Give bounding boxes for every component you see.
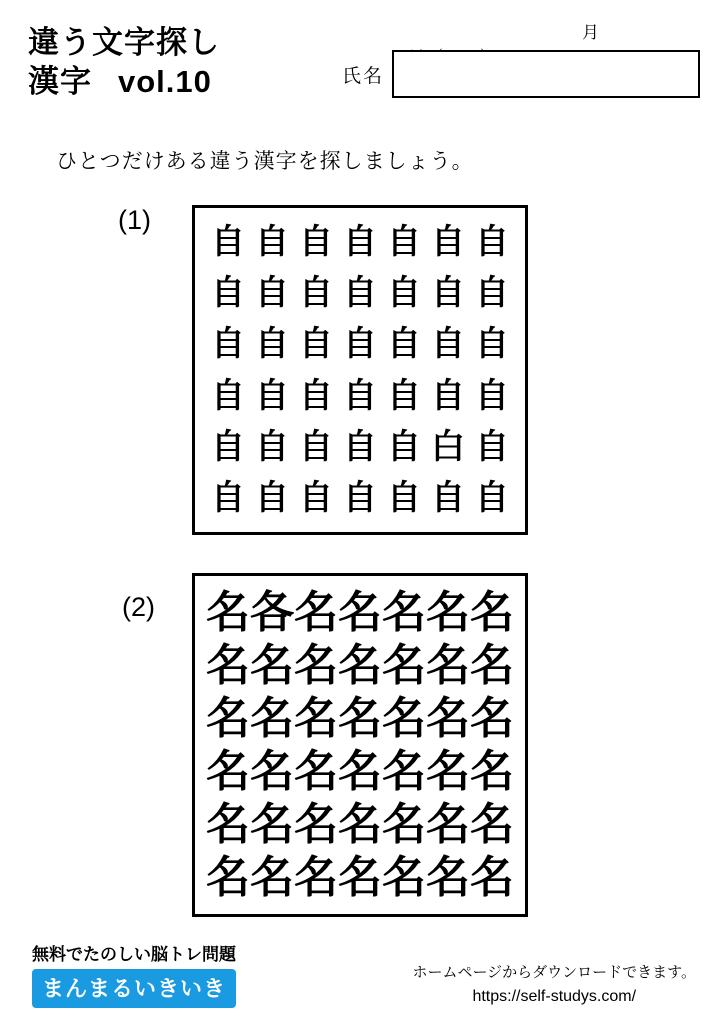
grid-cell: 名 [470,586,514,638]
grid-cell: 名 [470,745,514,797]
instruction-text: ひとつだけある違う漢字を探しましょう。 [56,150,474,173]
grid-cell: 名 [250,798,294,850]
date-month-label: 月 [582,23,600,42]
grid-cell: 名 [338,692,382,744]
page-subtitle: 漢字 [28,63,92,99]
grid-cell: 自 [431,272,465,313]
name-input[interactable] [392,50,700,98]
grid-cell: 自 [431,324,465,365]
grid-cell: 名 [426,639,470,691]
grid-cell: 名 [338,798,382,850]
grid-row [206,478,514,519]
grid-cell: 名 [206,798,250,850]
name-row [342,50,700,98]
grid-cell: 自 [475,426,509,467]
grid-cell: 自 [387,221,421,262]
problem-1-label: (1) [118,205,151,235]
grid-cell: 名 [338,851,382,903]
grid-cell: 自 [387,272,421,313]
grid-cell: 名 [294,851,338,903]
grid-cell: 自 [211,478,245,519]
grid-cell: 名 [470,851,514,903]
grid-cell: 自 [255,221,289,262]
grid-cell: 自 [475,272,509,313]
problem-1-grid [192,205,528,535]
grid-cell: 自 [387,324,421,365]
grid-cell: 自 [299,272,333,313]
grid-cell: 自 [475,324,509,365]
grid-cell: 自 [343,324,377,365]
grid-cell: 名 [294,745,338,797]
grid-cell: 自 [299,478,333,519]
grid-cell: 名 [206,851,250,903]
grid-cell: 名 [382,692,426,744]
grid-cell-odd-one-out: 各 [250,586,294,638]
grid-cell: 自 [299,426,333,467]
grid-cell: 自 [255,478,289,519]
page-footer [0,930,724,1010]
grid-cell: 名 [294,639,338,691]
grid-cell: 名 [426,692,470,744]
grid-cell: 名 [382,586,426,638]
grid-cell: 名 [294,798,338,850]
grid-cell: 名 [250,639,294,691]
grid-cell: 名 [250,745,294,797]
grid-cell-odd-one-out: 白 [431,426,465,467]
grid-cell: 名 [470,639,514,691]
grid-cell: 名 [294,586,338,638]
grid-row [206,586,514,638]
problem-2-label: (2) [122,592,155,622]
grid-cell: 自 [299,221,333,262]
grid-row [206,375,514,416]
grid-cell: 名 [426,586,470,638]
grid-cell: 自 [387,478,421,519]
grid-row [206,692,514,744]
grid-cell: 自 [343,375,377,416]
problem-2-grid [192,573,528,917]
grid-cell: 自 [431,375,465,416]
page-title-line2 [28,63,328,102]
footer-url[interactable]: https://self-studys.com/ [472,988,637,1005]
grid-cell: 自 [211,426,245,467]
grid-cell: 自 [299,375,333,416]
grid-cell: 自 [343,478,377,519]
grid-cell: 名 [206,692,250,744]
grid-cell: 名 [338,586,382,638]
grid-cell: 名 [382,851,426,903]
page-title-line1: 違う文字探し [28,25,220,60]
grid-cell: 自 [211,272,245,313]
footer-tagline: 無料でたのしい脳トレ問題 [32,945,236,964]
volume-label: vol.10 [118,63,212,99]
grid-cell: 自 [211,324,245,365]
grid-cell: 自 [255,272,289,313]
grid-cell: 自 [255,426,289,467]
grid-cell: 名 [338,639,382,691]
grid-cell: 自 [255,375,289,416]
grid-cell: 自 [431,478,465,519]
grid-cell: 自 [387,375,421,416]
grid-cell: 自 [475,221,509,262]
title-block [28,24,328,102]
grid-row [206,221,514,262]
grid-cell: 名 [206,639,250,691]
grid-cell: 自 [475,375,509,416]
grid-cell: 名 [338,745,382,797]
grid-cell: 名 [382,745,426,797]
grid-cell: 自 [255,324,289,365]
grid-cell: 名 [426,745,470,797]
grid-cell: 名 [426,851,470,903]
grid-cell: 自 [475,478,509,519]
grid-cell: 自 [343,221,377,262]
grid-cell: 名 [426,798,470,850]
grid-cell: 名 [382,798,426,850]
grid-row [206,426,514,467]
grid-cell: 自 [343,272,377,313]
footer-brand-badge: まんまるいきいき [32,969,236,1008]
grid-cell: 名 [294,692,338,744]
grid-cell: 名 [470,692,514,744]
grid-cell: 自 [299,324,333,365]
grid-cell: 自 [343,426,377,467]
grid-row [206,272,514,313]
grid-cell: 名 [206,586,250,638]
grid-row [206,851,514,903]
grid-cell: 自 [387,426,421,467]
grid-cell: 名 [250,851,294,903]
grid-cell: 名 [470,798,514,850]
grid-row [206,639,514,691]
grid-row [206,745,514,797]
grid-cell: 名 [382,639,426,691]
grid-cell: 名 [250,692,294,744]
name-label: 氏名 [341,65,384,87]
footer-download-note: ホームページからダウンロードできます。 [412,964,696,981]
grid-cell: 自 [211,375,245,416]
grid-cell: 自 [431,221,465,262]
footer-brand-block [32,940,236,1008]
grid-cell: 名 [206,745,250,797]
grid-row [206,798,514,850]
footer-download-block [412,961,696,1006]
page-header [0,18,724,128]
grid-cell: 自 [211,221,245,262]
grid-row [206,324,514,365]
